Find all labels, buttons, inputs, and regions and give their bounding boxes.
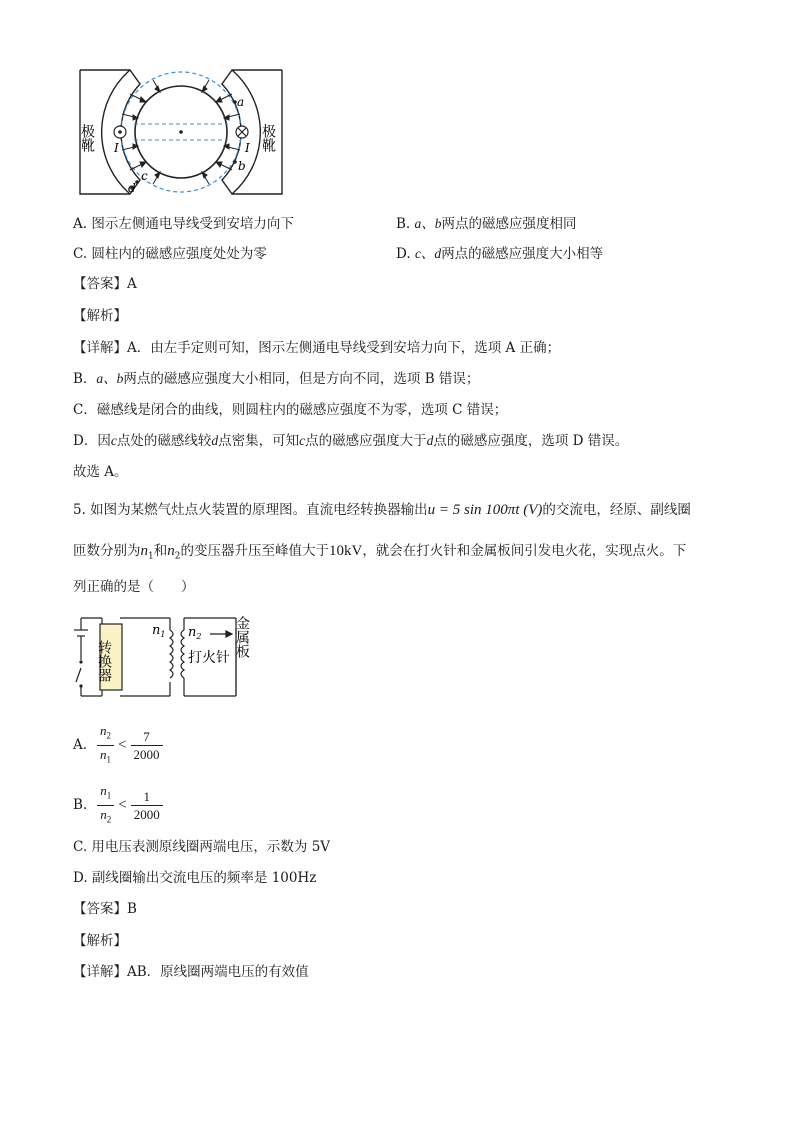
- q4-detail-2-pre: B．: [73, 371, 97, 387]
- q4-analysis-heading: 【解析】: [73, 308, 127, 324]
- q5-stem-formula: u = 5 sin 100πt (V): [427, 502, 543, 518]
- q4-detail-4-c2: c: [299, 433, 306, 448]
- q5-option-b-rhs-num: 1: [131, 788, 163, 806]
- q5-stem-2-a: 匝数分别为: [73, 543, 141, 559]
- q5-option-a-lhs: $\frac{n_2}{n_1}$: [97, 722, 114, 768]
- q5-option-a-rhs: [131, 728, 163, 763]
- q5-option-b-rhs-den: 2000: [133, 806, 160, 822]
- q4-answer: 【答案】A: [73, 276, 137, 292]
- pole-label-left: 极靴: [79, 124, 95, 152]
- q4-option-c: C. 圆柱内的磁感应强度处处为零: [73, 246, 267, 262]
- q5-option-b-rhs: [131, 788, 163, 823]
- q4-option-d: [396, 244, 603, 264]
- q4-detail-4-f: 点的磁感应强度大于: [305, 433, 427, 449]
- q5-stem-line-2: 匝数分别为$n_1$和$n_2$的变压器升压至峰值大于10kV，就会在打火针和金属板间引发电火花，实现点火。下: [73, 543, 687, 562]
- q4-option-d-prefix: D.: [396, 246, 415, 262]
- needle-label: 打火针: [188, 650, 230, 666]
- q5-option-a-lt: <: [118, 736, 127, 753]
- q4-detail-2-rest: 两点的磁感应强度大小相同，但是方向不同，选项 B 错误；: [123, 371, 480, 387]
- q4-detail-4-c: c: [110, 433, 117, 448]
- q5-stem-line-1: [73, 500, 691, 520]
- coil-n2-label: $n_2$: [188, 625, 202, 641]
- q4-detail-2-vars: a、b: [96, 371, 124, 386]
- q4-option-b: [396, 214, 577, 234]
- q5-option-a: [73, 722, 163, 768]
- q4-option-b-rest: 两点的磁感应强度相同: [441, 216, 577, 232]
- q5-stem-1-a: 5. 如图为某燃气灶点火装置的原理图。直流电经转换器输出: [73, 502, 428, 518]
- point-b-label: b: [238, 159, 246, 173]
- coil-n1-label: $n_1$: [152, 623, 166, 639]
- q4-detail-4-d2: d: [426, 433, 434, 448]
- q5-option-b-lt: <: [118, 796, 127, 813]
- q4-option-b-vars: a、b: [414, 216, 442, 231]
- q5-option-a-num: n: [100, 723, 107, 738]
- point-d-label: d: [128, 181, 136, 195]
- q5-option-b-lhs: $\frac{n_1}{n_2}$: [97, 782, 114, 828]
- q5-option-a-rhs-num: 7: [131, 728, 163, 746]
- coil-n2-letter: n: [188, 625, 197, 640]
- q5-stem-2-c: ，就会在打火针和金属板间引发电火花，实现点火。下: [362, 543, 687, 559]
- q5-stem-2-b: 的变压器升压至峰值大于: [180, 543, 329, 559]
- q4-option-b-prefix: B.: [396, 216, 415, 232]
- pole-label-right: 极靴: [260, 124, 276, 152]
- q4-detail-4-e: 点密集，可知: [218, 433, 300, 449]
- q5-option-b-den: n: [100, 806, 107, 822]
- q4-option-d-vars: c、d: [414, 246, 442, 261]
- q5-stem-n2: n: [167, 543, 175, 559]
- q5-answer: 【答案】B: [73, 901, 137, 917]
- pole-shoe-figure: [70, 64, 292, 200]
- q5-option-b-label: B.: [73, 797, 88, 814]
- point-c-label: c: [141, 169, 148, 183]
- q5-option-a-label: A.: [73, 737, 88, 754]
- q4-detail-4-g: 点的磁感应强度，选项 D 错误。: [433, 433, 629, 449]
- q4-detail-4: [73, 431, 628, 451]
- converter-label: 转换器: [96, 640, 112, 682]
- q5-option-c: C. 用电压表测原线圈两端电压，示数为 5V: [73, 839, 331, 855]
- q4-detail-3: C．磁感线是闭合的曲线，则圆柱内的磁感应强度不为零，选项 C 错误；: [73, 402, 508, 418]
- q5-stem-1-b: 的交流电，经原、副线圈: [542, 502, 691, 518]
- q4-detail-4-b: 点处的磁感线较: [116, 433, 212, 449]
- q5-option-d: D. 副线圈输出交流电压的频率是 100Hz: [73, 870, 317, 886]
- plate-label: 金属板: [234, 616, 250, 658]
- q5-option-a-den: n: [100, 746, 107, 762]
- q5-option-b-num: n: [100, 783, 107, 798]
- q4-option-a: A. 图示左侧通电导线受到安培力向下: [73, 216, 294, 232]
- current-label-right: I: [245, 141, 250, 155]
- q5-stem-n1: n: [140, 543, 148, 559]
- q5-stem-line-3: 列正确的是（ ）: [73, 579, 195, 595]
- q4-detail-4-a: D．因: [73, 433, 111, 449]
- q4-detail-2: [73, 369, 479, 389]
- current-label-left: I: [114, 141, 119, 155]
- q4-option-d-rest: 两点的磁感应强度大小相等: [441, 246, 604, 262]
- q5-stem-2-mid: 和: [153, 543, 168, 559]
- igniter-circuit-figure: [70, 610, 270, 702]
- point-a-label: a: [237, 95, 245, 109]
- q5-analysis-heading: 【解析】: [73, 933, 127, 949]
- q4-detail-4-d: d: [211, 433, 219, 448]
- q4-conclusion: 故选 A。: [73, 464, 128, 480]
- q5-option-a-rhs-den: 2000: [133, 746, 160, 762]
- q4-detail-1: 【详解】A．由左手定则可知，图示左侧通电导线受到安培力向下，选项 A 正确；: [73, 340, 561, 356]
- q5-detail-1: 【详解】AB．原线圈两端电压的有效值: [73, 964, 309, 980]
- q5-option-b: [73, 782, 163, 828]
- coil-n1-letter: n: [152, 623, 161, 638]
- q5-stem-value: 10kV: [328, 543, 363, 559]
